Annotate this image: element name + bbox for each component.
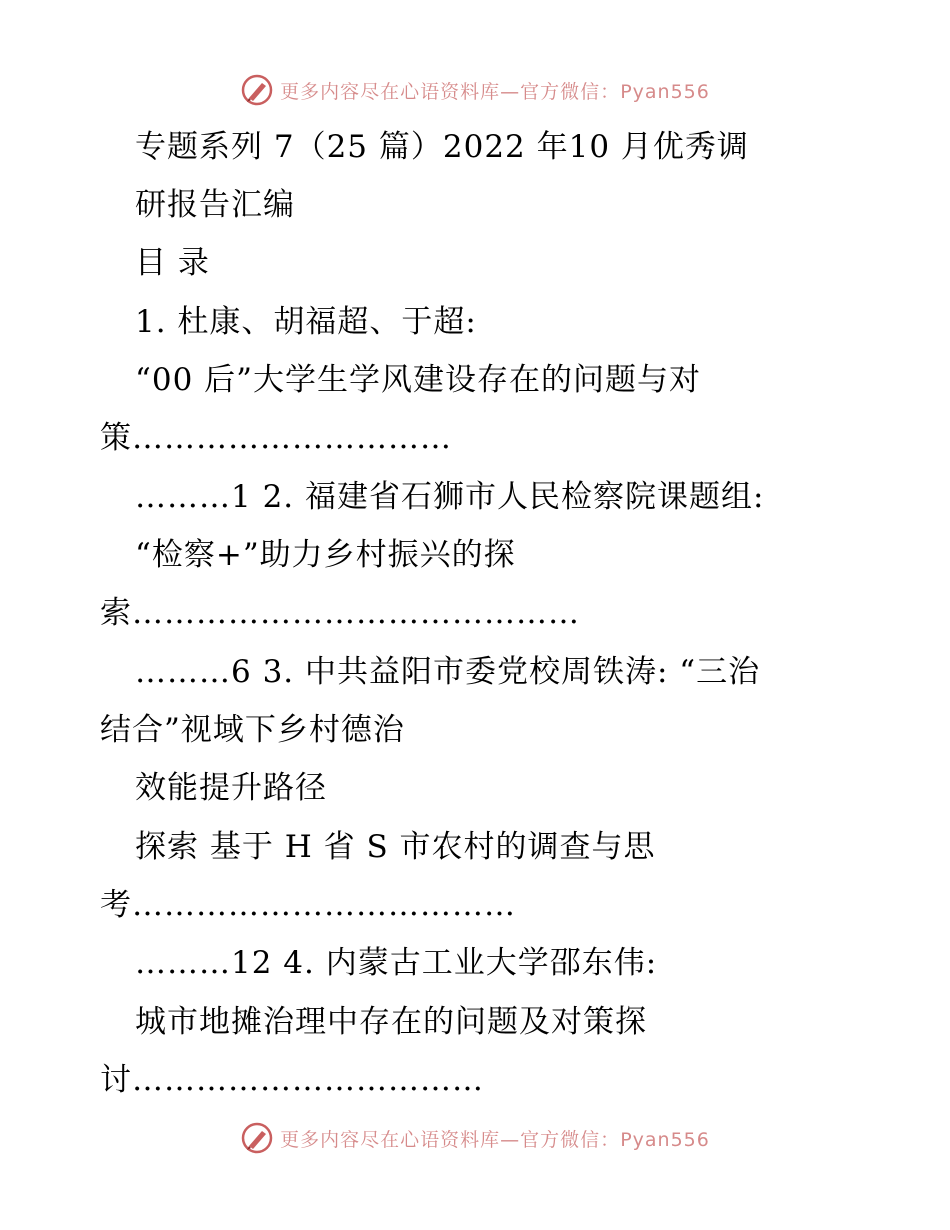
banner-wechat-label: 官方微信： (520, 80, 621, 103)
toc-line: ………12 4. 内蒙古工业大学邵东伟: (135, 945, 658, 981)
toc-line: ………1 2. 福建省石狮市人民检察院课题组: (135, 479, 765, 515)
banner-text (280, 1125, 710, 1152)
banner-tagline: 更多内容尽在心语资料库 (280, 1128, 501, 1151)
toc-line: 城市地摊治理中存在的问题及对策探 (135, 1004, 647, 1040)
toc-line: ………6 3. 中共益阳市委党校周铁涛: “三治 (135, 654, 761, 690)
toc-heading: 目 录 (135, 245, 210, 281)
toc-line: 讨…………………………… (100, 1062, 484, 1098)
doc-title-line-2: 研报告汇编 (135, 187, 295, 223)
banner-wechat-id: Pyan556 (620, 80, 710, 103)
toc-line: 策………………………… (100, 420, 452, 456)
banner-wechat-label: 官方微信： (520, 1128, 621, 1151)
toc-line: 效能提升路径 (135, 770, 327, 806)
toc-line: 结合”视域下乡村德治 (100, 712, 405, 748)
toc-line: “00 后”大学生学风建设存在的问题与对 (135, 362, 701, 398)
toc-line: 探索 基于 H 省 S 市农村的调查与思 (135, 829, 656, 865)
pen-logo-icon (240, 1121, 274, 1155)
banner-separator: — (500, 80, 521, 103)
toc-line: 索…………………………………… (100, 595, 580, 631)
toc-line: 1. 杜康、胡福超、于超: (135, 304, 477, 340)
banner-separator: — (500, 1128, 521, 1151)
toc-line: “检察+”助力乡村振兴的探 (135, 537, 516, 573)
doc-title-line-1: 专题系列 7（25 篇）2022 年10 月优秀调 (135, 129, 749, 165)
banner-tagline: 更多内容尽在心语资料库 (280, 80, 501, 103)
toc-line: 考……………………………… (100, 887, 516, 923)
banner-wechat-id: Pyan556 (620, 1128, 710, 1151)
footer-banner (0, 1118, 950, 1158)
